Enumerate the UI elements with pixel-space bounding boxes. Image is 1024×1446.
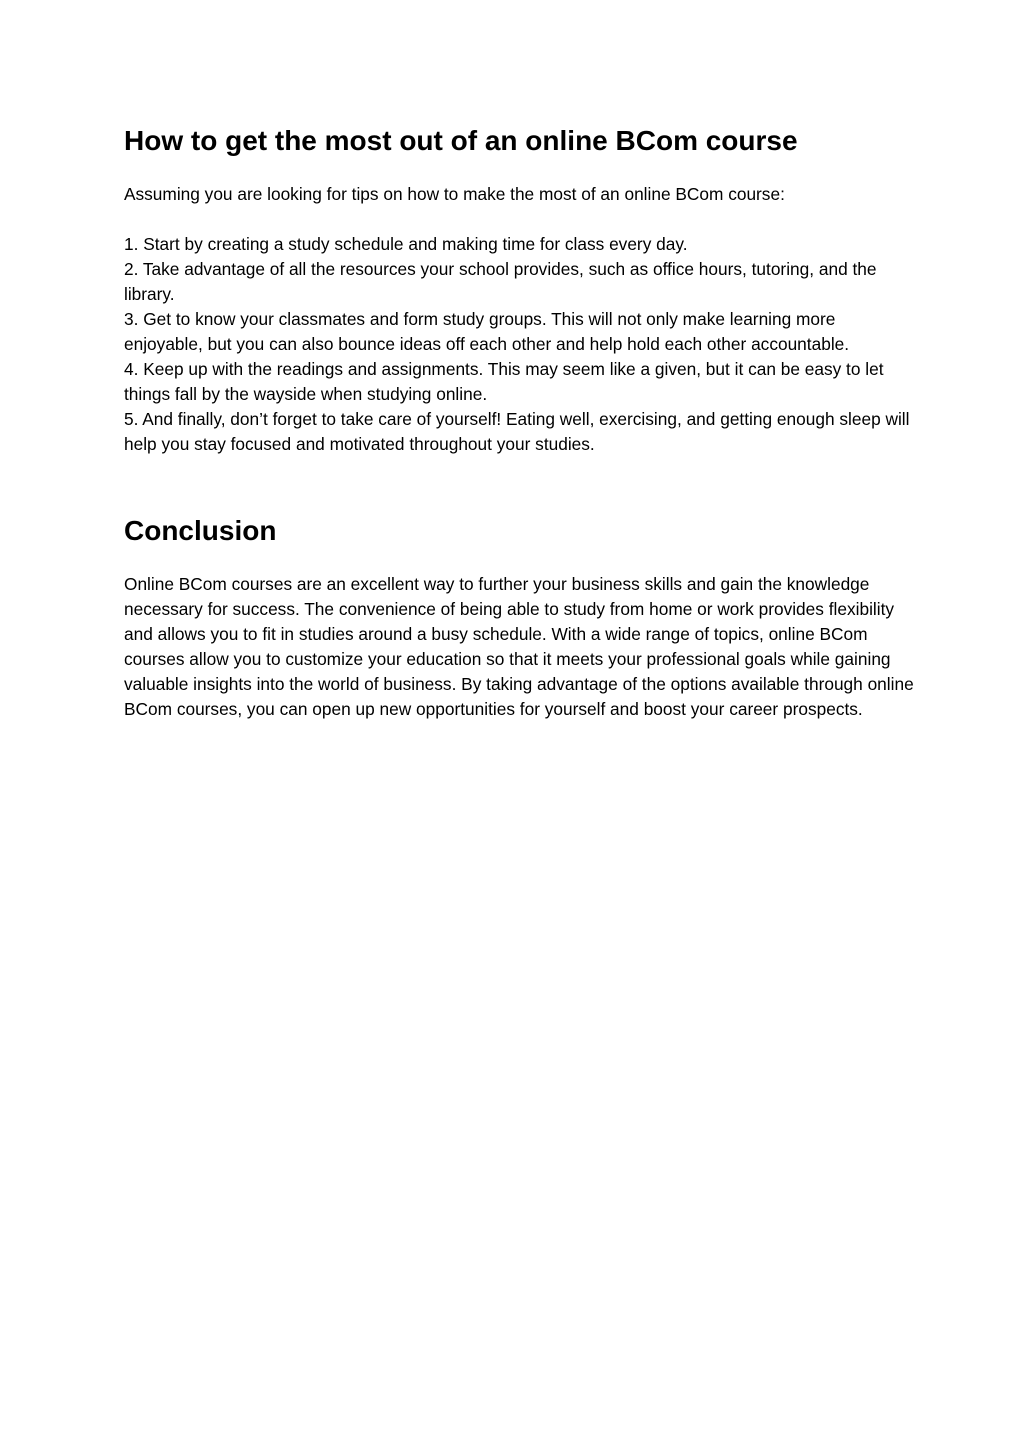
- tips-list: [124, 232, 914, 457]
- intro-paragraph: Assuming you are looking for tips on how to make the most of an online BCom course:: [124, 184, 785, 204]
- list-item: 5. And finally, don’t forget to take care of yourself! Eating well, exercising, and getting enough sleep will help you stay focused and motivated throughout your studies.: [124, 409, 910, 454]
- main-heading: How to get the most out of an online BCom course: [124, 125, 798, 156]
- list-item: 4. Keep up with the readings and assignments. This may seem like a given, but it can be easy to let things fall by the wayside when studying online.: [124, 359, 884, 404]
- conclusion-paragraph: Online BCom courses are an excellent way to further your business skills and gain the knowledge necessary for success. The convenience of being able to study from home or work provides flexibility and allows you to fit in studies around a busy schedule. With a wide range of topics, online BCom courses allow you to customize your education so that it meets your professional goals while gaining valuable insights into the world of business. By taking advantage of the options available through online BCom courses, you can open up new opportunities for yourself and boost your career prospects.: [124, 574, 914, 719]
- conclusion-heading: Conclusion: [124, 515, 277, 546]
- list-item: 2. Take advantage of all the resources your school provides, such as office hours, tutoring, and the library.: [124, 259, 877, 304]
- list-item: 3. Get to know your classmates and form study groups. This will not only make learning more enjoyable, but you can also bounce ideas off each other and help hold each other accountable.: [124, 309, 850, 354]
- list-item: 1. Start by creating a study schedule and making time for class every day.: [124, 234, 688, 254]
